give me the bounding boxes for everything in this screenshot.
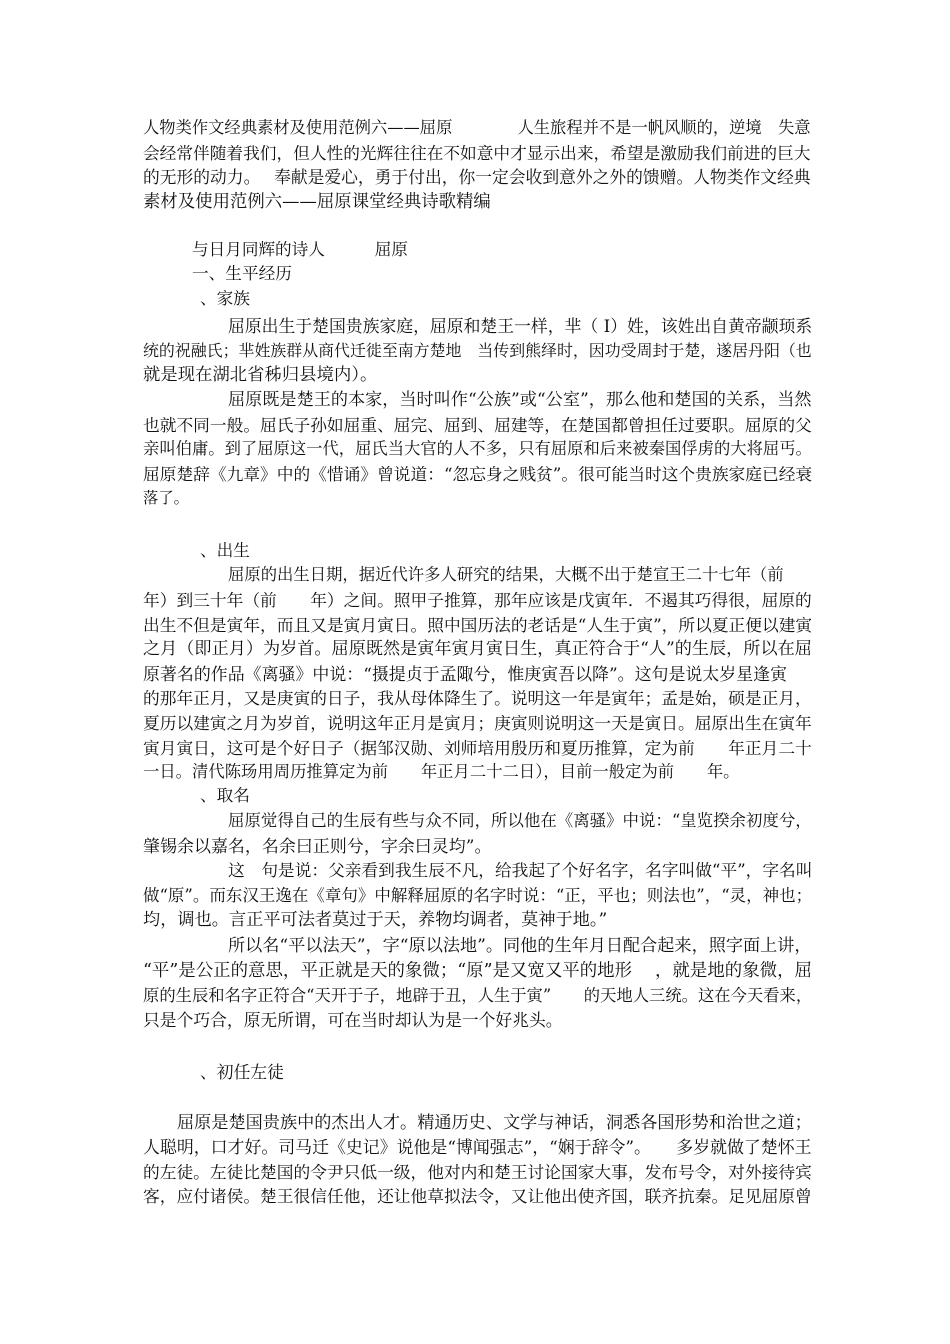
text-line: 屈原楚辞《九章》中的《惜诵》曾说道：“忽忘身之贱贫”。很可能当时这个贵族家庭已经衰	[143, 464, 813, 484]
text-line: 只是个巧合，原无所谓，可在当时却认为是一个好兆头。	[143, 1010, 563, 1030]
text-line: 原著名的作品《离骚》中说：“摄提贞于孟陬兮，惟庚寅吾以降”。这句是说太岁星逢寅	[143, 664, 788, 684]
text-line: 屈原的出生日期，据近代许多人研究的结果，大概不出于楚宣王二十七年（前	[228, 565, 784, 584]
text-line: 、初任左徒	[200, 1062, 284, 1082]
text-line: 做“原”。而东汉王逸在《章句》中解释屈原的名字时说：“正，平也；则法也”，“灵，神也；	[143, 886, 813, 905]
text-line: 寅月寅日，这可是个好日子（据邹汉勋、刘师培用殷历和夏历推算，定为前 年正月二十	[143, 738, 812, 758]
text-line: “平”是公正的意思，平正就是天的象微；“原”是又宽又平的地形 ，就是地的象微，屈	[143, 961, 812, 981]
text-line: 之月（即正月）为岁首。屈原既然是寅年寅月寅日生，真正符合于“人”的生辰，所以在屈	[143, 639, 812, 659]
text-line: 亲叫伯庸。到了屈原这一代，屈氏当大官的人不多，只有屈原和后来被秦国俘虏的大将屈丐。	[143, 439, 812, 458]
text-line: 、家族	[200, 289, 250, 308]
text-line: 客，应付诸侯。楚王很信任他，还让他草拟法令，又让他出使齐国，联齐抗秦。足见屈原曾	[143, 1186, 812, 1206]
text-line: 年）到三十年（前 年）之间。照甲子推算，那年应该是戊寅年．不遏其巧得很，屈原的	[143, 590, 812, 610]
text-line: 落了。	[143, 489, 189, 507]
text-line: 屈原既是楚王的本家，当时叫作“公族”或“公室”，那么他和楚国的关系，当然	[228, 390, 812, 410]
text-line: 肇锡余以嘉名，名余曰正则兮，字余曰灵均”。	[143, 836, 492, 856]
text-line: 一日。清代陈玚用周历推算定为前 年正月二十二日），目前一般定为前 年。	[143, 762, 740, 781]
text-line: 也就不同一般。屈氏子孙如屈重、屈完、屈到、屈建等，在楚国都曾担任过要职。屈原的父	[143, 415, 812, 435]
text-line: 所以名“平以法天”，字“原以法地”。同他的生年月日配合起来，照字面上讲，	[228, 936, 812, 956]
text-line: 会经常伴随着我们，但人性的光辉往往在不如意中才显示出来，希望是激励我们前进的巨大	[143, 143, 811, 163]
text-line: 原的生辰和名字正符合“天开于子，地辟于丑，人生于寅” 的天地人三统。这在今天看来，	[143, 986, 813, 1005]
text-line: 、取名	[200, 786, 250, 805]
text-line: 夏历以建寅之月为岁首，说明这年正月是寅月；庚寅则说明这一天是寅日。屈原出生在寅年	[143, 713, 812, 733]
text-line: 的那年正月，又是庚寅的日子，我从母体降生了。说明这一年是寅年；孟是始，硕是正月，	[143, 688, 812, 708]
text-line: 一、生平经历	[192, 264, 292, 283]
text-line: 素材及使用范例六——屈原课堂经典诗歌精编	[143, 192, 491, 212]
text-line: 、出生	[200, 541, 250, 560]
text-line: 屈原是楚国贵族中的杰出人才。精通历史、文学与神话，洞悉各国形势和治世之道；	[177, 1113, 812, 1133]
text-line: 的左徒。左徒比楚国的令尹只低一级，他对内和楚王讨论国家大事，发布号令，对外接待宾	[143, 1162, 812, 1182]
text-line: 人物类作文经典素材及使用范例六——屈原 人生旅程并不是一帆风顺的，逆境 失意	[143, 118, 811, 137]
text-line: 均，调也。言正平可法者莫过于天，养物均调者，莫神于地。”	[143, 910, 608, 930]
text-line: 这 句是说：父亲看到我生辰不凡，给我起了个好名字，名字叫做“平”，字名叫	[228, 861, 813, 880]
text-line: 屈原出生于楚国贵族家庭，屈原和楚王一样，芈（ I）姓，该姓出自黄帝颛顼系	[228, 316, 813, 336]
text-line: 出生不但是寅年，而且又是寅月寅日。照中国历法的老话是“人生于寅”，所以夏正便以建寅	[143, 615, 813, 635]
text-line: 与日月同辉的诗人 屈原	[192, 240, 408, 259]
text-line: 的无形的动力。 奉献是爱心，勇于付出，你一定会收到意外之外的馈赠。人物类作文经典	[143, 167, 811, 187]
text-line: 就是现在湖北省秭归县境内）。	[143, 365, 378, 385]
text-line: 人聪明，口才好。司马迁《史记》说他是“博闻强志”，“娴于辞令”。 多岁就做了楚怀王	[143, 1137, 812, 1157]
text-line: 统的祝融氏；芈姓族群从商代迁徙至南方楚地 当传到熊绎时，因功受周封于楚，遂居丹阳（也	[143, 341, 812, 360]
text-line: 屈原觉得自己的生辰有些与众不同，所以他在《离骚》中说：“皇览揆余初度兮，	[228, 811, 812, 830]
